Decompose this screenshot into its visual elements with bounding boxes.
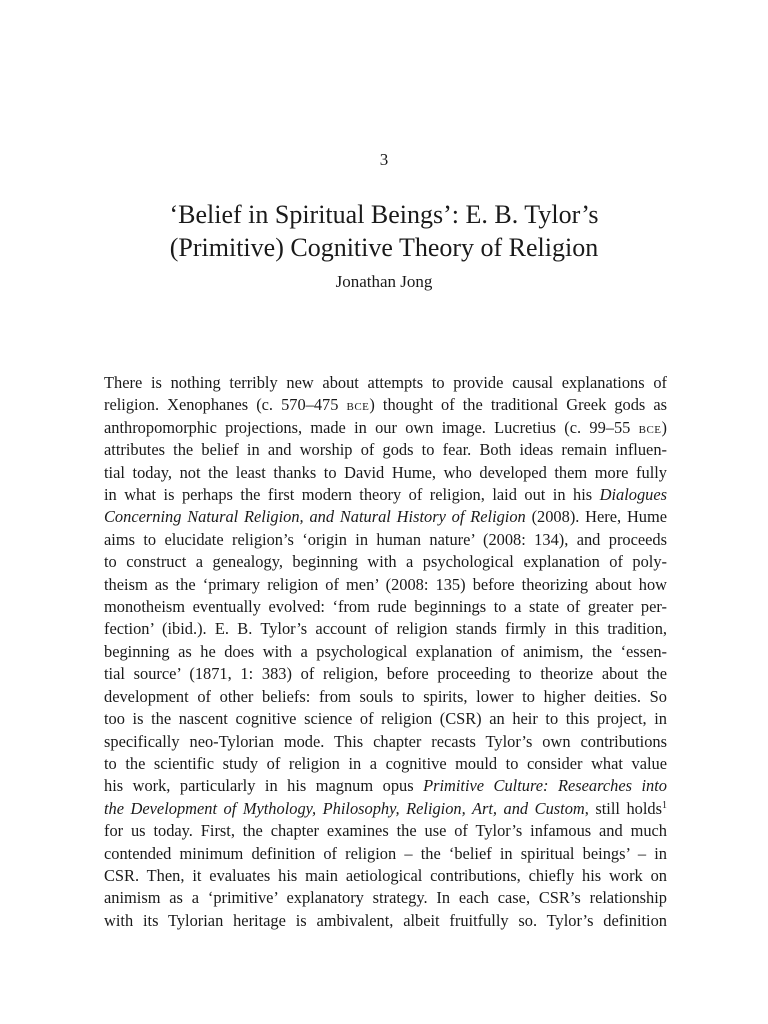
book-title-italic: Concerning Natural Religion, and Natural History of Religion [104,507,526,527]
text-line: religion. Xenophanes (c. 570–475 bce) thought of the traditional Greek gods as [104,395,667,415]
book-title-italic: the Development of Mythology, Philosophy, Religion, Art, and Custom [104,798,585,818]
text-line: beginning as he does with a psychological explanation of animism, the ‘essen- [104,641,667,661]
text-line: animism as a ‘primitive’ explanatory strategy. In each case, CSR’s relationship [104,888,667,908]
text-line: aims to elucidate religion’s ‘origin in human nature’ (2008: 134), and proceeds [104,529,667,549]
text-line: the Development of Mythology, Philosophy, Religion, Art, and Custom, still holds$^1$ [104,798,667,818]
text-line: too is the nascent cognitive science of religion (CSR) an heir to this project, in [104,709,667,729]
chapter-title-line-1: ‘Belief in Spiritual Beings’: E. B. Tylor’s [169,200,599,229]
text-line: in what is perhaps the first modern theory of religion, laid out in his Dialogues [104,485,667,505]
text-line: Concerning Natural Religion, and Natural History of Religion (2008). Here, Hume [104,507,667,527]
text-line: anthropomorphic projections, made in our own image. Lucretius (c. 99–55 bce) [104,417,667,437]
text-line: theism as the ‘primary religion of men’ (2008: 135) before theorizing about how [104,574,667,594]
book-title-italic: Dialogues [599,485,667,505]
footnote-marker[interactable]: 1 [662,799,667,811]
text-line: to the scientific study of religion in a cognitive mould to consider what value [104,753,667,773]
text-line: There is nothing terribly new about attempts to provide causal explanations of [104,373,667,392]
text-line: monotheism eventually evolved: ‘from rude beginnings to a state of greater per- [104,597,667,617]
text-line: CSR. Then, it evaluates his main aetiological contributions, chiefly his work on [104,865,667,885]
text-line: tial source’ (1871, 1: 383) of religion, before proceeding to theorize about the [104,664,667,684]
chapter-author: Jonathan Jong [335,272,433,291]
text-line: to construct a genealogy, beginning with a psychological explanation of poly- [104,552,667,572]
text-line: tial today, not the least thanks to David Hume, who developed them more fully [104,462,667,482]
body-paragraph [104,372,667,932]
text-line: fection’ (ibid.). E. B. Tylor’s account of religion stands firmly in this tradition, [104,619,667,639]
text-line: attributes the belief in and worship of gods to fear. Both ideas remain influen- [104,440,667,460]
text-line: specifically neo-Tylorian mode. This chapter recasts Tylor’s own contributions [104,731,667,751]
chapter-title-line-2: (Primitive) Cognitive Theory of Religion [169,233,599,262]
chapter-number: 3 [379,150,389,169]
text-line: development of other beliefs: from souls to spirits, lower to higher deities. So [104,686,667,706]
text-line: his work, particularly in his magnum opus Primitive Culture: Researches into [104,776,667,796]
text-line: contended minimum definition of religion – the ‘belief in spiritual beings’ – in [104,843,667,863]
book-title-italic: Primitive Culture: Researches into [423,776,667,796]
text-line: for us today. First, the chapter examines the use of Tylor’s infamous and much [104,821,667,841]
text-line: with its Tylorian heritage is ambivalent, albeit fruitfully so. Tylor’s definition [104,910,667,930]
chapter-title [84,198,684,264]
